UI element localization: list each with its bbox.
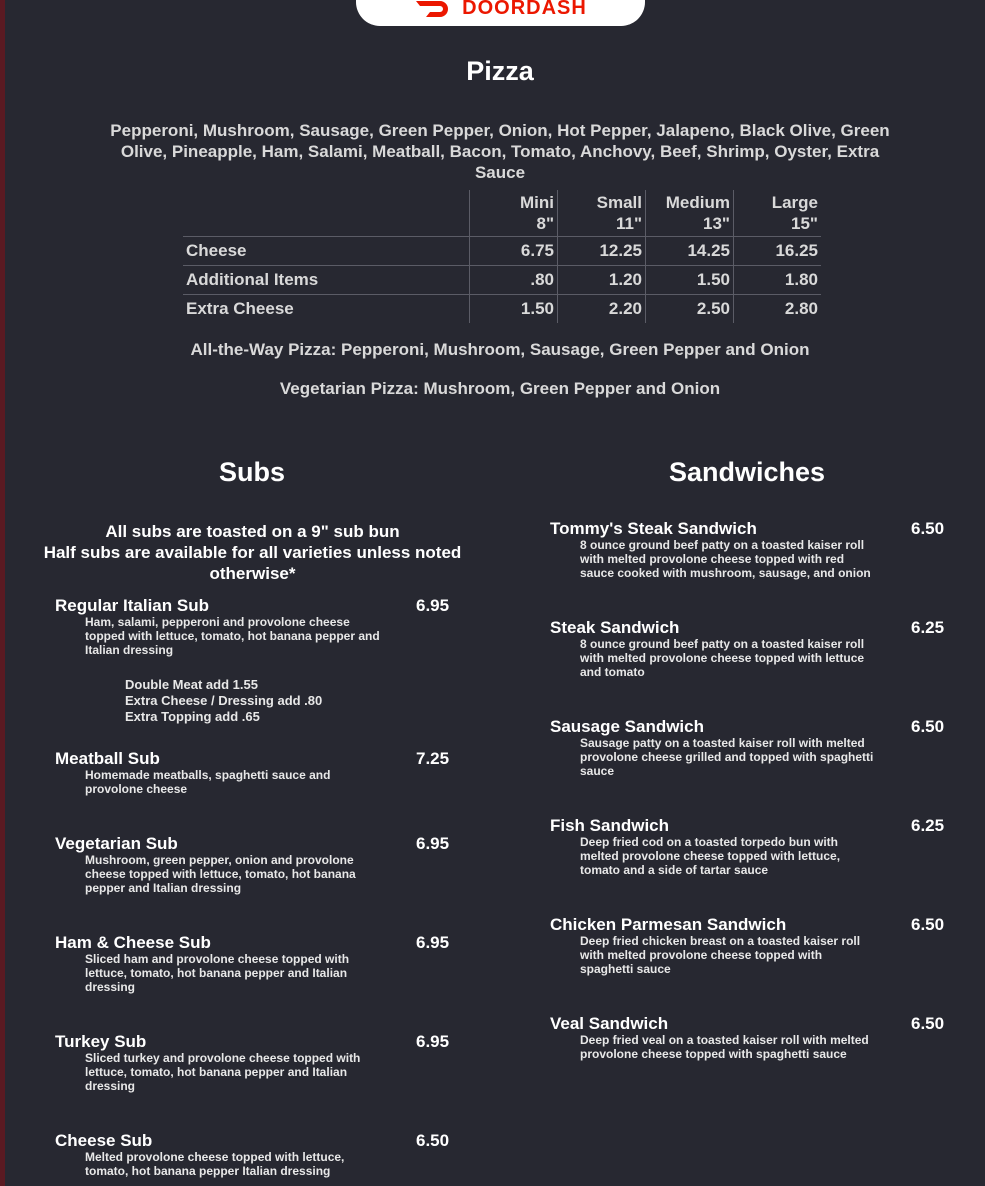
sandwiches-section-title: Sandwiches bbox=[668, 457, 826, 487]
all-the-way-pizza: All-the-Way Pizza: Pepperoni, Mushroom, Sausage, Green Pepper and Onion bbox=[190, 340, 810, 359]
item-name: Sausage Sandwich bbox=[550, 717, 704, 736]
list-item[interactable] bbox=[550, 618, 950, 688]
price-cell: 14.25 bbox=[646, 237, 734, 266]
item-price: 6.50 bbox=[911, 717, 945, 736]
item-description: Sausage patty on a toasted kaiser roll with melted provolone cheese grilled and topped with spaghetti sauce bbox=[580, 736, 874, 778]
item-name: Cheese Sub bbox=[55, 1131, 153, 1150]
item-name: Ham & Cheese Sub bbox=[55, 933, 211, 952]
list-item[interactable] bbox=[55, 834, 455, 904]
sub-extras bbox=[125, 677, 322, 725]
row-label: Cheese bbox=[183, 237, 470, 266]
size-header-large bbox=[734, 190, 822, 237]
list-item[interactable] bbox=[55, 749, 455, 809]
subs-note-line2: Half subs are available for all varieties unless noted otherwise* bbox=[43, 543, 462, 583]
size-name: Small bbox=[596, 193, 642, 212]
item-name: Vegetarian Sub bbox=[55, 834, 178, 853]
list-item[interactable] bbox=[55, 596, 455, 676]
size-inches: 8" bbox=[536, 214, 554, 233]
subs-section-title: Subs bbox=[218, 457, 285, 487]
item-description: Homemade meatballs, spaghetti sauce and provolone cheese bbox=[85, 768, 331, 796]
item-price: 6.50 bbox=[911, 915, 945, 934]
size-header-mini bbox=[470, 190, 558, 237]
price-cell: 2.50 bbox=[646, 295, 734, 324]
size-name: Mini bbox=[520, 193, 554, 212]
size-header-small bbox=[558, 190, 646, 237]
size-header-medium bbox=[646, 190, 734, 237]
table-row bbox=[183, 295, 821, 324]
doordash-logo-button[interactable] bbox=[356, 0, 645, 26]
item-price: 6.95 bbox=[416, 596, 450, 615]
list-item[interactable] bbox=[55, 1032, 455, 1102]
size-name: Medium bbox=[665, 193, 730, 212]
item-price: 6.50 bbox=[911, 1014, 945, 1033]
list-item[interactable] bbox=[550, 1014, 950, 1069]
item-name: Regular Italian Sub bbox=[55, 596, 209, 615]
item-description: 8 ounce ground beef patty on a toasted kaiser roll with melted provolone cheese topped with lettuce and tomato bbox=[580, 637, 865, 679]
price-cell: 2.20 bbox=[558, 295, 646, 324]
price-cell: 1.50 bbox=[646, 266, 734, 295]
item-description: Sliced ham and provolone cheese topped with lettuce, tomato, hot banana pepper and Italian dressing bbox=[85, 952, 350, 994]
size-inches: 13" bbox=[703, 214, 730, 233]
pizza-price-table bbox=[183, 190, 821, 323]
price-cell: 1.20 bbox=[558, 266, 646, 295]
item-price: 6.95 bbox=[416, 933, 450, 952]
pizza-section-title: Pizza bbox=[466, 56, 534, 86]
item-price: 7.25 bbox=[416, 749, 450, 768]
table-row bbox=[183, 266, 821, 295]
subs-note-line1: All subs are toasted on a 9" sub bun bbox=[105, 522, 400, 541]
price-cell: 16.25 bbox=[734, 237, 822, 266]
size-inches: 11" bbox=[615, 214, 642, 233]
list-item[interactable] bbox=[550, 816, 950, 886]
doordash-icon bbox=[414, 0, 454, 19]
item-description: Mushroom, green pepper, onion and provolone cheese topped with lettuce, tomato, hot banana pepper and Italian dressing bbox=[85, 853, 356, 895]
price-cell: 6.75 bbox=[470, 237, 558, 266]
item-name: Tommy's Steak Sandwich bbox=[550, 519, 757, 538]
item-price: 6.50 bbox=[911, 519, 945, 538]
item-price: 6.50 bbox=[416, 1131, 450, 1150]
list-item[interactable] bbox=[550, 717, 950, 787]
list-item[interactable] bbox=[55, 933, 455, 1003]
item-description: 8 ounce ground beef patty on a toasted kaiser roll with melted provolone cheese topped with red sauce cooked with mushroom, sausage, and onion bbox=[580, 538, 871, 580]
item-name: Steak Sandwich bbox=[550, 618, 680, 637]
price-cell: 2.80 bbox=[734, 295, 822, 324]
item-description: Deep fried veal on a toasted kaiser roll with melted provolone cheese topped with spaghetti sauce bbox=[580, 1033, 869, 1061]
list-item[interactable] bbox=[550, 915, 950, 985]
header-blank bbox=[183, 190, 470, 237]
item-description: Deep fried cod on a toasted torpedo bun with melted provolone cheese topped with lettuce, tomato and a side of tartar sauce bbox=[580, 835, 841, 877]
size-name: Large bbox=[771, 193, 818, 212]
price-cell: 1.80 bbox=[734, 266, 822, 295]
item-price: 6.95 bbox=[416, 834, 450, 853]
item-name: Veal Sandwich bbox=[550, 1014, 669, 1033]
item-name: Fish Sandwich bbox=[550, 816, 670, 835]
size-inches: 15" bbox=[791, 214, 818, 233]
item-name: Turkey Sub bbox=[55, 1032, 147, 1051]
logo-text: DOORDASH bbox=[462, 0, 587, 19]
item-price: 6.25 bbox=[911, 816, 945, 835]
extra-option: Extra Topping add .65 bbox=[125, 709, 260, 724]
row-label: Extra Cheese bbox=[183, 295, 470, 324]
list-item[interactable] bbox=[55, 1131, 455, 1183]
left-border-stripe bbox=[0, 0, 5, 1186]
item-name: Chicken Parmesan Sandwich bbox=[550, 915, 787, 934]
item-description: Melted provolone cheese topped with lettuce, tomato, hot banana pepper Italian dressing bbox=[85, 1150, 345, 1178]
subs-note bbox=[25, 521, 480, 584]
price-cell: 1.50 bbox=[470, 295, 558, 324]
item-name: Meatball Sub bbox=[55, 749, 160, 768]
extra-option: Extra Cheese / Dressing add .80 bbox=[125, 693, 323, 708]
item-description: Ham, salami, pepperoni and provolone cheese topped with lettuce, tomato, hot banana pepper and Italian dressing bbox=[85, 615, 380, 657]
price-cell: 12.25 bbox=[558, 237, 646, 266]
item-description: Deep fried chicken breast on a toasted kaiser roll with melted provolone cheese topped with spaghetti sauce bbox=[580, 934, 861, 976]
vegetarian-pizza: Vegetarian Pizza: Mushroom, Green Pepper and Onion bbox=[279, 379, 721, 398]
pizza-toppings-list: Pepperoni, Mushroom, Sausage, Green Pepper, Onion, Hot Pepper, Jalapeno, Black Olive, Green Olive, Pineapple, Ham, Salami, Meatball, Bacon, Tomato, Anchovy, Beef, Shrimp, Oyster, Extra Sauce bbox=[110, 121, 890, 182]
logo-inner bbox=[414, 0, 587, 20]
item-description: Sliced turkey and provolone cheese topped with lettuce, tomato, hot banana pepper and Italian dressing bbox=[85, 1051, 361, 1093]
item-price: 6.95 bbox=[416, 1032, 450, 1051]
extra-option: Double Meat add 1.55 bbox=[125, 677, 258, 692]
list-item[interactable] bbox=[550, 519, 950, 589]
item-price: 6.25 bbox=[911, 618, 945, 637]
table-row bbox=[183, 237, 821, 266]
row-label: Additional Items bbox=[183, 266, 470, 295]
price-cell: .80 bbox=[470, 266, 558, 295]
price-table-header bbox=[183, 190, 821, 237]
